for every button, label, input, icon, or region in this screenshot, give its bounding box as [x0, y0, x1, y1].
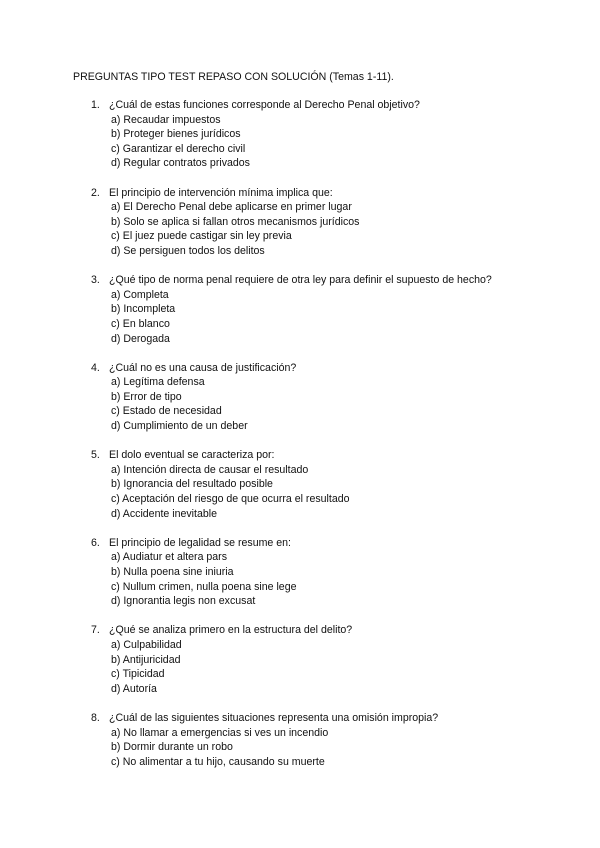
- answer-option: a) Legítima defensa: [111, 376, 205, 389]
- answer-option: a) El Derecho Penal debe aplicarse en primer lugar: [111, 201, 352, 214]
- question-line: [0, 273, 600, 288]
- answer-option: c) Nullum crimen, nulla poena sine lege: [111, 580, 297, 593]
- question-text: ¿Qué tipo de norma penal requiere de otra ley para definir el supuesto de hecho?: [109, 274, 492, 287]
- question-text: ¿Qué se analiza primero en la estructura del delito?: [109, 624, 353, 637]
- answer-option: b) Nulla poena sine iniuria: [111, 566, 234, 578]
- answer-option: d) Se persiguen todos los delitos: [111, 244, 265, 257]
- answer-option: d) Regular contratos privados: [111, 157, 250, 170]
- answer-option: b) Error de tipo: [111, 390, 182, 403]
- answer-option: a) No llamar a emergencias si ves un incendio: [111, 726, 329, 739]
- question-number: 8.: [91, 711, 100, 724]
- answer-option: d) Accidente inevitable: [111, 507, 218, 520]
- question-number: 7.: [91, 624, 100, 637]
- question-text: El dolo eventual se caracteriza por:: [109, 449, 275, 462]
- question-line: [0, 711, 600, 726]
- question-text: El principio de intervención mínima implica que:: [109, 186, 333, 199]
- answer-option: a) Culpabilidad: [111, 638, 182, 651]
- question-number: 4.: [91, 361, 100, 374]
- question-line: [0, 186, 600, 201]
- answer-options: [0, 463, 600, 521]
- document-title: PREGUNTAS TIPO TEST REPASO CON SOLUCIÓN (Temas 1-11).: [73, 71, 394, 83]
- question-list: [0, 98, 600, 784]
- answer-option: b) Incompleta: [111, 303, 176, 316]
- question-line: [0, 536, 600, 551]
- answer-option: c) En blanco: [111, 317, 170, 330]
- answer-option: a) Completa: [111, 288, 169, 301]
- answer-option: b) Dormir durante un robo: [111, 741, 233, 754]
- question-text: ¿Cuál de las siguientes situaciones representa una omisión impropia?: [109, 711, 439, 724]
- answer-option: b) Antijuricidad: [111, 653, 181, 666]
- question-line: [0, 623, 600, 638]
- question-item: [0, 273, 600, 346]
- question-number: 3.: [91, 274, 100, 287]
- question-number: 5.: [91, 449, 100, 462]
- question-item: [0, 361, 600, 434]
- question-number: 6.: [91, 536, 100, 549]
- answer-options: [0, 638, 600, 696]
- question-item: [0, 711, 600, 769]
- question-number: 1.: [91, 99, 100, 111]
- answer-option: d) Cumplimiento de un deber: [111, 420, 248, 433]
- question-text: ¿Cuál de estas funciones corresponde al Derecho Penal objetivo?: [109, 99, 420, 111]
- question-item: [0, 186, 600, 259]
- question-item: [0, 623, 600, 696]
- answer-option: b) Proteger bienes jurídicos: [111, 128, 241, 141]
- question-text: El principio de legalidad se resume en:: [109, 536, 291, 549]
- answer-option: c) El juez puede castigar sin ley previa: [111, 230, 292, 243]
- answer-option: a) Intención directa de causar el resultado: [111, 463, 309, 476]
- answer-option: b) Ignorancia del resultado posible: [111, 478, 273, 491]
- question-text: ¿Cuál no es una causa de justificación?: [109, 361, 297, 374]
- answer-options: [0, 726, 600, 770]
- answer-option: c) Aceptación del riesgo de que ocurra el resultado: [111, 493, 350, 506]
- question-item: [0, 448, 600, 521]
- question-line: [0, 98, 600, 113]
- answer-option: a) Recaudar impuestos: [111, 113, 221, 126]
- question-line: [0, 361, 600, 376]
- answer-option: d) Autoría: [111, 682, 157, 695]
- answer-options: [0, 375, 600, 433]
- answer-option: c) Tipicidad: [111, 668, 165, 681]
- answer-option: d) Derogada: [111, 332, 170, 345]
- answer-options: [0, 288, 600, 346]
- answer-option: c) Garantizar el derecho civil: [111, 142, 246, 155]
- answer-option: c) No alimentar a tu hijo, causando su muerte: [111, 755, 325, 768]
- answer-option: a) Audiatur et altera pars: [111, 551, 228, 564]
- answer-option: b) Solo se aplica si fallan otros mecanismos jurídicos: [111, 215, 360, 228]
- question-line: [0, 448, 600, 463]
- question-number: 2.: [91, 186, 100, 199]
- answer-options: [0, 200, 600, 258]
- answer-option: c) Estado de necesidad: [111, 405, 222, 418]
- answer-options: [0, 550, 600, 608]
- answer-option: d) Ignorantia legis non excusat: [111, 595, 256, 608]
- answer-options: [0, 113, 600, 171]
- question-item: [0, 536, 600, 609]
- question-item: [0, 98, 600, 171]
